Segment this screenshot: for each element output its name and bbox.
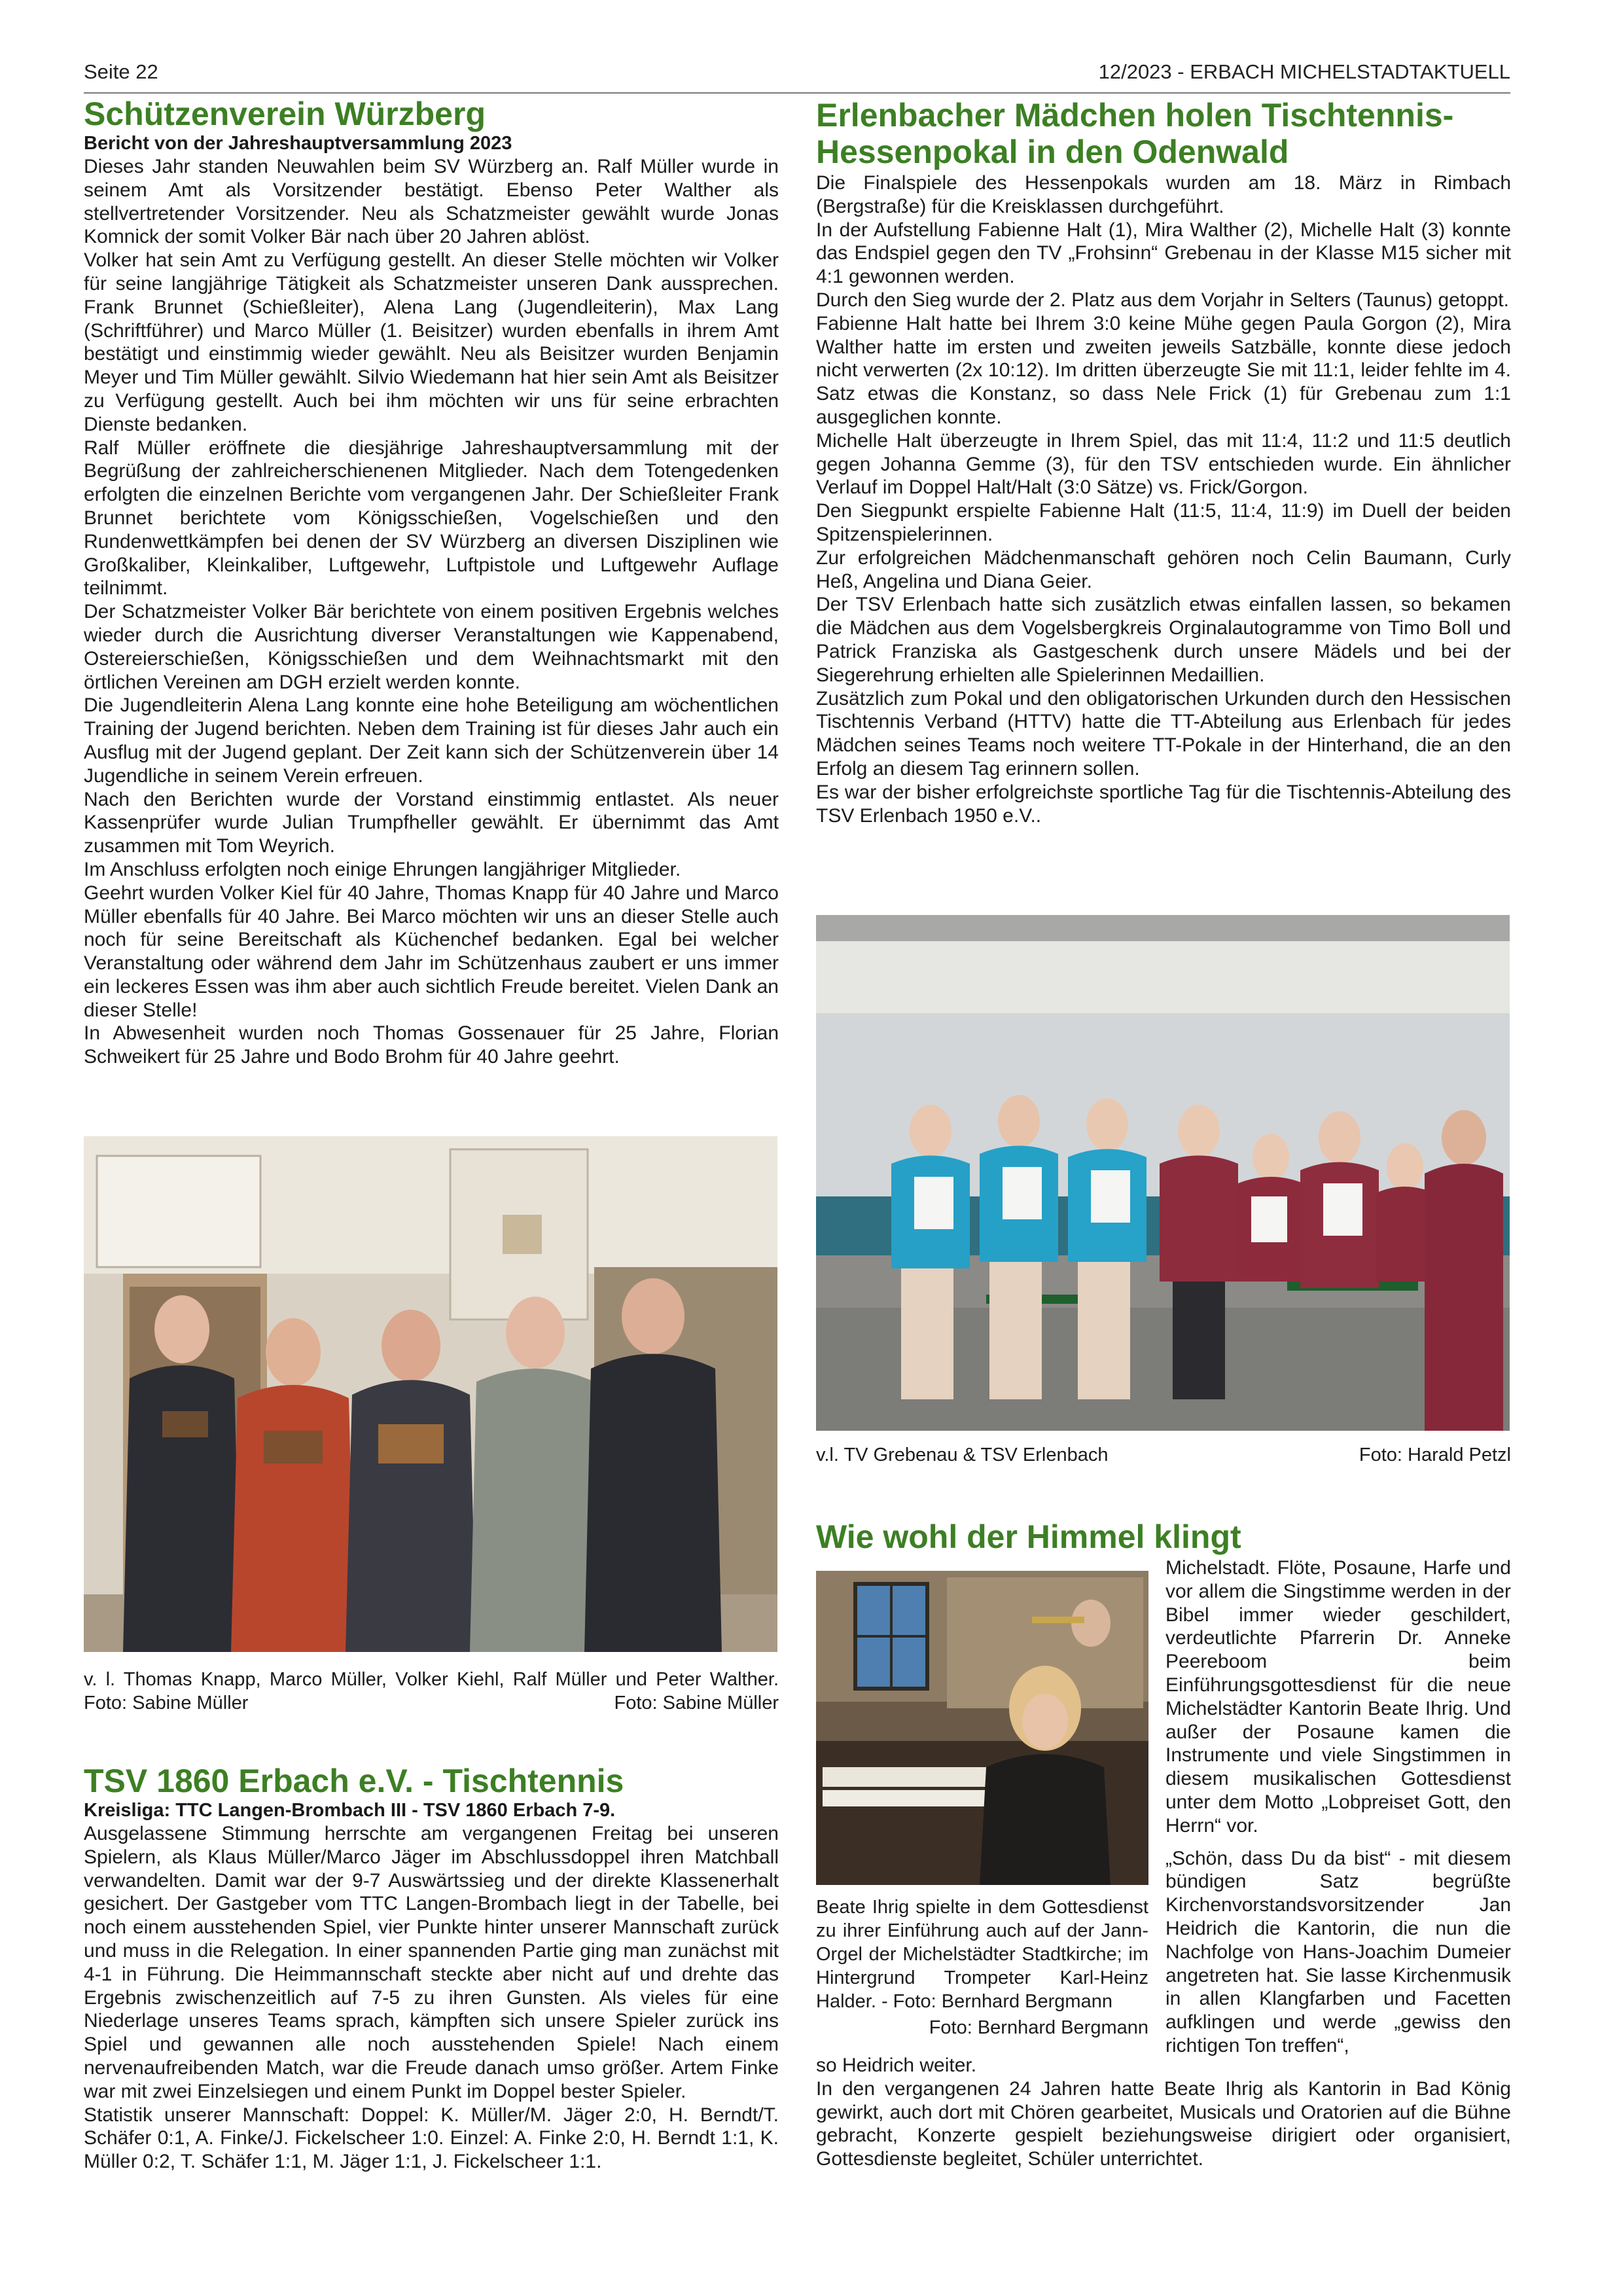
photo-credit: Foto: Sabine Müller bbox=[614, 1693, 779, 1713]
photo-tabletennis-team bbox=[816, 915, 1510, 1431]
paragraph: In Abwesenheit wurden noch Thomas Gossenauer für 25 Jahre, Florian Schweikert für 25 Jahre und Bodo Brohm für 40 Jahre geehrt. bbox=[84, 1022, 779, 1068]
article-body bbox=[1165, 1556, 1511, 2058]
paragraph: Geehrt wurden Volker Kiel für 40 Jahre, Thomas Knapp für 40 Jahre und Marco Müller ebenfalls für 40 Jahre. Bei Marco möchten wir uns an dieser Stelle auch noch für seine Bereitschaft als Küchenchef bedanken. Egal bei welcher Veranstaltung oder während dem Jahr im Schützenhaus zaubert er uns immer ein leckeres Essen was ihm aber auch sichtlich Freude bereitet. Vielen Dank an dieser Stelle! bbox=[84, 882, 779, 1021]
paragraph: Die Jugendleiterin Alena Lang konnte eine hohe Beteiligung am wöchentlichen Training der Jugend berichten. Neben dem Training ist für dieses Jahr auch ein Ausflug mit der Jugend geplant. Der Zeit kann sich der Schützenverein über 14 Jugendliche in seinem Verein erfreuen. bbox=[84, 694, 779, 787]
paragraph: Im Anschluss erfolgten noch einige Ehrungen langjähriger Mitglieder. bbox=[84, 858, 681, 880]
article-body-continued bbox=[816, 2054, 1511, 2171]
paragraph: Den Siegpunkt erspielte Fabienne Halt (11:5, 11:4, 11:9) im Duell der beiden Spitzenspielerinnen. bbox=[816, 500, 1511, 545]
paragraph: so Heidrich weiter. bbox=[816, 2054, 977, 2076]
header-rule bbox=[84, 92, 1510, 94]
photo-caption: v.l. TV Grebenau & TSV Erlenbach bbox=[816, 1444, 1109, 1465]
paragraph: Zur erfolgreichen Mädchenmanschaft gehören noch Celin Baumann, Curly Heß, Angelina und Diana Geier. bbox=[816, 547, 1511, 592]
paragraph: Der Schatzmeister Volker Bär berichtete von einem positiven Ergebnis welches wieder durch die Ausrichtung diverser Veranstaltungen wie Kappenabend, Ostereierschießen, Königsschießen und dem Weihnachtsmarkt mit den örtlichen Vereinen am DGH erzielt werden konnte. bbox=[84, 601, 779, 693]
paragraph: Die Finalspiele des Hessenpokals wurden am 18. März in Rimbach (Bergstraße) für die Kreisklassen durchgeführt. bbox=[816, 172, 1511, 217]
photo-caption: Beate Ihrig spielte in dem Gottesdienst zu ihrer Einführung auch auf der Jann-Orgel der Michelstädter Stadtkirche; im Hintergrund Trompeter Karl-Heinz Halder. - Foto: Bernhard Bergmann bbox=[816, 1897, 1148, 2012]
issue-label: 12/2023 - ERBACH MICHELSTADTAKTUELL bbox=[1098, 60, 1510, 83]
article-body bbox=[84, 1822, 779, 2174]
article-subtitle: Bericht von der Jahreshauptversammlung 2023 bbox=[84, 133, 512, 154]
paragraph: Ralf Müller eröffnete die diesjährige Jahreshauptversammlung mit der Begrüßung der zahlreicherschienenen Mitglieder. Nach dem Totengedenken erfolgten die einzelnen Berichte vom vergangenen Jahr. Der Schießleiter Frank Brunnet berichtete vom Königsschießen, Vogelschießen und den Rundenwettkämpfen bei denen der SV Würzberg an diversen Disziplinen wie Großkaliber, Kleinkaliber, Luftgewehr, Luftpistole und Luftgewehr Auflage teilnimmt. bbox=[84, 437, 779, 600]
paragraph: Ausgelassene Stimmung herrschte am vergangenen Freitag bei unseren Spielern, als Klaus Müller/Marco Jäger im Abschlussdoppel ihren Matchball verwandelten. Damit war der 9-7 Auswärtssieg und der direkte Klassenerhalt gesichert. Der Gastgeber vom TTC Langen-Brombach liegt in der Tabelle, bei noch einem ausstehenden Spiel, vier Punkte hinter unserer Mannschaft zurück und muss in die Relegation. In einer spannenden Partie ging man zunächst mit 4-1 in Führung. Die Heimmannschaft steckte aber nicht auf und drehte das Ergebnis zwischenzeitlich auf 7-5 zu ihren Gunsten. Als vieles für eine Niederlage unseres Teams sprach, kämpften sich unsere Spieler zurück ins Spiel und gewannen alle noch ausstehenden Spiele! Nach einem nervenaufreibenden Match, war die Freude danach umso größer. Artem Finke war mit zwei Einzelsiegen und einem Punkt im Doppel bester Spieler. bbox=[84, 1823, 779, 2102]
paragraph: Nach den Berichten wurde der Vorstand einstimmig entlastet. Als neuer Kassenprüfer wurde Julian Trumpfheller gewählt. Er übernimmt das Amt zusammen mit Tom Weyrich. bbox=[84, 788, 779, 857]
paragraph: Es war der bisher erfolgreichste sportliche Tag für die Tischtennis-Abteilung des TSV Erlenbach 1950 e.V.. bbox=[816, 781, 1511, 827]
paragraph: Michelstadt. Flöte, Posaune, Harfe und vor allem die Singstimme werden in der Bibel immer wieder geschildert, verdeutlichte Pfarrerin Dr. Anneke Peereboom beim Einführungsgottesdienst für die neue Michelstädter Kantorin Beate Ihrig. Und außer der Posaune kamen die Instrumente und viele Singstimmen in diesem musikalischen Gottesdienst unter dem Motto „Lobpreiset Gott, den Herrn“ vor. bbox=[1165, 1557, 1511, 1837]
paragraph: Dieses Jahr standen Neuwahlen beim SV Würzberg an. Ralf Müller wurde in seinem Amt als Vorsitzender bestätigt. Ebenso Peter Walther als stellvertretender Vorsitzender. Neu als Schatzmeister gewählt wurde Jonas Komnick der somit Volker Bär nach über 20 Jahren ablöst. bbox=[84, 156, 779, 248]
paragraph: Der TSV Erlenbach hatte sich zusätzlich etwas einfallen lassen, so bekamen die Mädchen aus dem Vogelsbergkreis Orginalautogramme von Timo Boll und Patrick Franziska als Gastgeschenk durch unsere Mädels und bei der Siegerehrung erhielten alle Spielerinnen Medaillien. bbox=[816, 594, 1511, 686]
page-number: Seite 22 bbox=[84, 60, 158, 83]
photo-caption: v. l. Thomas Knapp, Marco Müller, Volker Kiehl, Ralf Müller und Peter Walther. Foto: Sabine Müller bbox=[84, 1669, 779, 1713]
paragraph: In den vergangenen 24 Jahren hatte Beate Ihrig als Kantorin in Bad König gewirkt, auch dort mit Chören gearbeitet, Musicals und Oratorien auf die Bühne gebracht, Konzerte gespielt beziehungsweise dirigiert oder organisiert, Gottesdienste begleitet, Schüler unterrichtet. bbox=[816, 2077, 1511, 2170]
article-title: Schützenverein Würzberg bbox=[84, 96, 486, 132]
paragraph: Statistik unserer Mannschaft: Doppel: K. Müller/M. Jäger 2:0, H. Berndt/T. Schäfer 0:1, A. Finke/J. Fickelscheer 1:0. Einzel: A. Finke 2:0, H. Berndt 1:1, K. Müller 0:2, T. Schäfer 1:1, M. Jäger 1:1, J. Fickelscheer 1:1. bbox=[84, 2104, 779, 2173]
photo-credit: Foto: Bernhard Bergmann bbox=[929, 2017, 1148, 2038]
paragraph: Zusätzlich zum Pokal und den obligatorischen Urkunden durch den Hessischen Tischtennis Verband (HTTV) hatte die TT-Abteilung aus Erlenbach für jedes Mädchen seines Teams noch weitere TT-Pokale in der Hinterhand, die an den Erfolg an diesem Tag erinnern sollen. bbox=[816, 687, 1511, 780]
article-title: Wie wohl der Himmel klingt bbox=[816, 1518, 1241, 1555]
article-title bbox=[816, 97, 1511, 170]
paragraph: In der Aufstellung Fabienne Halt (1), Mira Walther (2), Michelle Halt (3) konnte das Endspiel gegen den TV „Frohsinn“ Grebenau in der Klasse M15 sicher mit 4:1 gewonnen werden. bbox=[816, 219, 1511, 288]
article-body bbox=[816, 171, 1511, 827]
title-line-1: Erlenbacher Mädchen holen Tischtennis- bbox=[816, 97, 1454, 134]
paragraph: Fabienne Halt hatte bei Ihrem 3:0 keine Mühe gegen Paula Gorgon (2), Mira Walther hatte im ersten und zweiten jeweils Satzbälle, konnte diese jedoch nicht verwerten (2x 10:12). Im dritten überzeugte Sie mit 11:1, leider fehlte im 4. Satz etwas die Konstanz, so dass Nele Frick (1) für Grebenau zum 1:1 ausgeglichen konnte. bbox=[816, 312, 1511, 428]
photo-organist bbox=[816, 1571, 1148, 1885]
article-erlenbach bbox=[816, 97, 1511, 827]
article-subtitle: Kreisliga: TTC Langen-Brombach III - TSV 1860 Erbach 7-9. bbox=[84, 1800, 616, 1821]
article-schuetzenverein bbox=[84, 96, 779, 1069]
paragraph: „Schön, dass Du da bist“ - mit diesem bündigen Satz begrüßte Kirchenvorstandsvorsitzender Jan Heidrich die Kantorin, die nun die Nachfolge von Hans-Joachim Dumeier angetreten hat. Sie lasse Kirchenmusik in allen Klangfarben und Facetten aufklingen und werde „gewiss den richtigen Ton treffen“, bbox=[1165, 1847, 1511, 2056]
photo-credit: Foto: Harald Petzl bbox=[1359, 1444, 1511, 1465]
article-tsv-erbach bbox=[84, 1763, 779, 2174]
title-line-2: Hessenpokal in den Odenwald bbox=[816, 134, 1289, 170]
paragraph: Durch den Sieg wurde der 2. Platz aus dem Vorjahr in Selters (Taunus) getoppt. bbox=[816, 289, 1509, 311]
article-body bbox=[84, 155, 779, 1069]
paragraph: Volker hat sein Amt zu Verfügung gestellt. An dieser Stelle möchten wir Volker für seine langjährige Tätigkeit als Schatzmeister unseren Dank aussprechen. Frank Brunnet (Schießleiter), Alena Lang (Jugendleiterin), Max Lang (Schriftführer) und Marco Müller (1. Beisitzer) wurden ebenfalls in ihrem Amt bestätigt und einstimmig wieder gewählt. Neu als Beisitzer wurden Benjamin Meyer und Tim Müller gewählt. Silvio Wiedemann hat hier sein Amt als Beisitzer zu Verfügung gestellt. Auch bei ihm möchten wir uns für seine erbrachten Dienste bedanken. bbox=[84, 249, 779, 435]
paragraph: Michelle Halt überzeugte in Ihrem Spiel, das mit 11:4, 11:2 und 11:5 deutlich gegen Johanna Gemme (3), für den TSV entschieden wurde. Ein ähnlicher Verlauf im Doppel Halt/Halt (3:0 Sätze) vs. Frick/Gorgon. bbox=[816, 429, 1511, 499]
photo-schuetzen-group bbox=[84, 1136, 777, 1652]
article-title: TSV 1860 Erbach e.V. - Tischtennis bbox=[84, 1763, 624, 1799]
